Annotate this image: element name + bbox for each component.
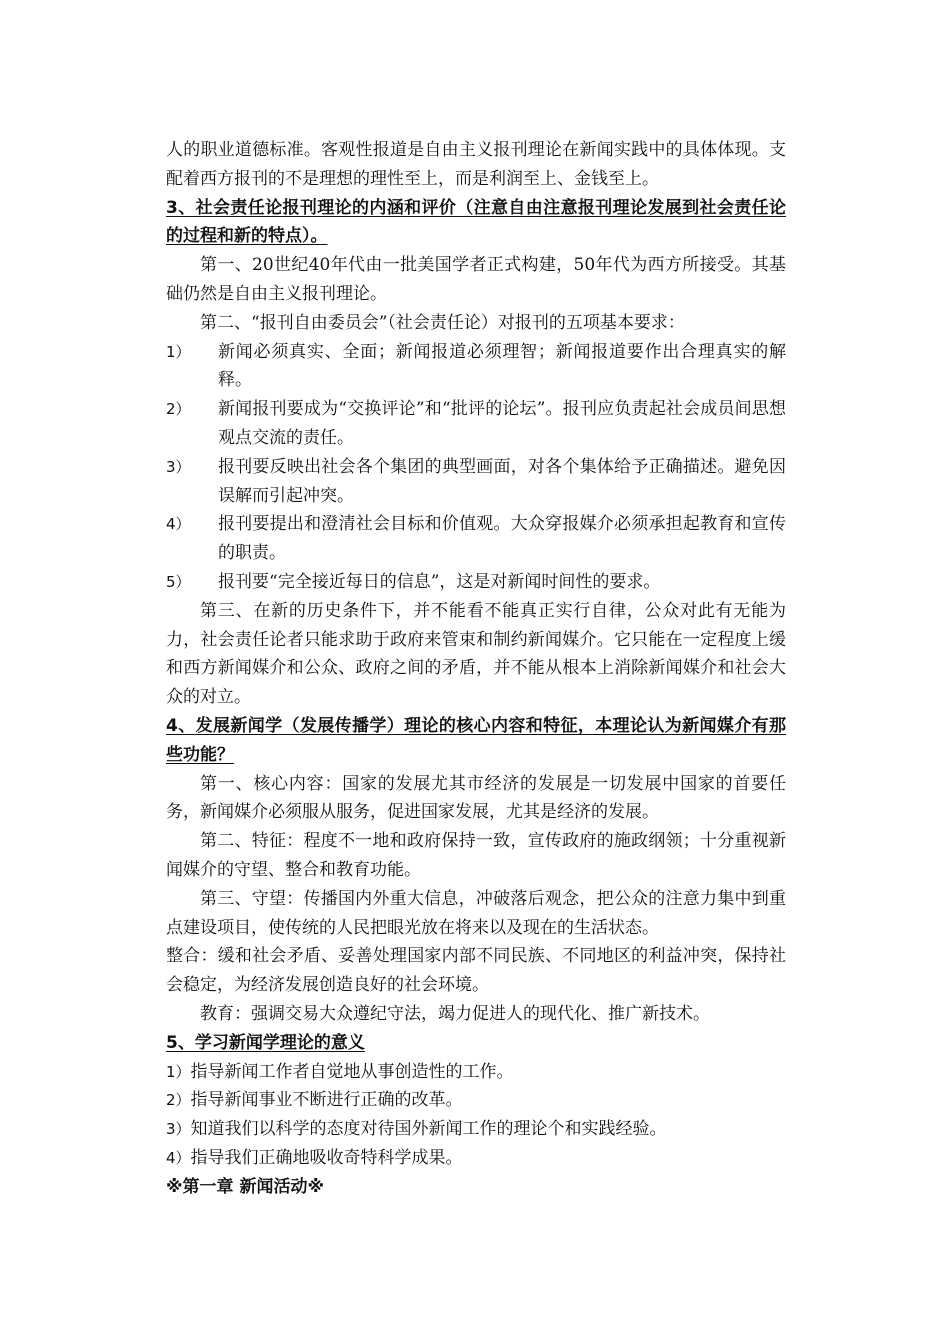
list-item-number: 5） [166,572,191,591]
list-item-text: 报刊要提出和澄清社会目标和价值观。大众穿报媒介必须承担起教育和宣传的职责。 [218,514,786,564]
section5-heading: 5、学习新闻学理论的意义 [166,1032,365,1053]
list-item-number: 4） [166,1148,191,1167]
list-item-number: 3） [166,457,191,476]
list-item-text: 新闻必须真实、全面；新闻报道必须理智；新闻报道要作出合理真实的解释。 [218,341,786,391]
list-item-number: 4） [166,515,191,534]
list-item-number: 1） [166,342,191,361]
section4-paragraph-5: 教育：强调交易大众遵纪守法，竭力促进人的现代化、推广新技术。 [200,1003,710,1024]
list-item-text: 指导新闻事业不断进行正确的改革。 [190,1090,463,1111]
list-item-text: 知道我们以科学的态度对待国外新闻工作的理论个和实践经验。 [190,1119,667,1140]
list-item-text: 指导新闻工作者自觉地从事创造性的工作。 [190,1061,514,1082]
list-item [166,568,786,597]
list-item-text: 指导我们正确地吸收奇特科学成果。 [190,1147,463,1168]
list-item-text: 报刊要反映出社会各个集团的典型画面，对各个集体给予正确描述。避免因误解而引起冲突。 [218,456,786,506]
document-page [166,136,786,1201]
section3-paragraph-3: 第三、在新的历史条件下，并不能看不能真正实行自律，公众对此有无能为力，社会责任论者只能求助于政府来管束和制约新闻媒介。它只能在一定程度上缓和西方新闻媒介和公众、政府之间的矛盾，并不能从根本上消除新闻媒介和社会大众的对立。 [166,600,786,708]
list-item [166,395,786,453]
list-item-text: 报刊要“完全接近每日的信息”，这是对新闻时间性的要求。 [218,571,661,592]
section3-heading: 3、社会责任论报刊理论的内涵和评价（注意自由注意报刊理论发展到社会责任论的过程和新的特点）。 [166,197,786,247]
list-item [166,1144,786,1173]
list-item-number: 3） [166,1120,191,1139]
section4-paragraph-1: 第一、核心内容：国家的发展尤其市经济的发展是一切发展中国家的首要任务，新闻媒介必须服从服务，促进国家发展，尤其是经济的发展。 [166,773,786,823]
list-item-number: 1） [166,1062,191,1081]
chapter-heading: ※第一章 新闻活动※ [166,1176,324,1197]
section4-heading: 4、发展新闻学（发展传播学）理论的核心内容和特征，本理论认为新闻媒介有那些功能？ [166,715,786,765]
section4-paragraph-2: 第二、特征：程度不一地和政府保持一致，宣传政府的施政纲领；十分重视新闻媒介的守望、整合和教育功能。 [166,831,786,880]
list-item [166,338,786,396]
list-item [166,453,786,511]
section4-paragraph-3: 第三、守望：传播国内外重大信息，冲破落后观念，把公众的注意力集中到重点建设项目，使传统的人民把眼光放在将来以及现在的生活状态。 [166,888,786,938]
list-item-number: 2） [166,1091,191,1110]
list-item [166,1115,786,1144]
section4-paragraph-4: 整合：缓和社会矛盾、妥善处理国家内部不同民族、不同地区的利益冲突，保持社会稳定，为经济发展创造良好的社会环境。 [166,946,786,996]
list-item [166,1086,786,1115]
paragraph-top: 人的职业道德标准。客观性报道是自由主义报刊理论在新闻实践中的具体体现。支配着西方报刊的不是理想的理性至上，而是利润至上、金钱至上。 [166,140,786,189]
section3-paragraph-1: 第一、20世纪40年代由一批美国学者正式构建，50年代为西方所接受。其基础仍然是自由主义报刊理论。 [166,255,786,304]
list-item [166,1058,786,1087]
list-item-text: 新闻报刊要成为“交换评论”和“批评的论坛”。报刊应负责起社会成员间思想观点交流的责任。 [218,399,786,448]
list-item [166,510,786,568]
section3-paragraph-2: 第二、“报刊自由委员会”（社会责任论）对报刊的五项基本要求： [200,312,685,333]
list-item-number: 2） [166,400,191,419]
